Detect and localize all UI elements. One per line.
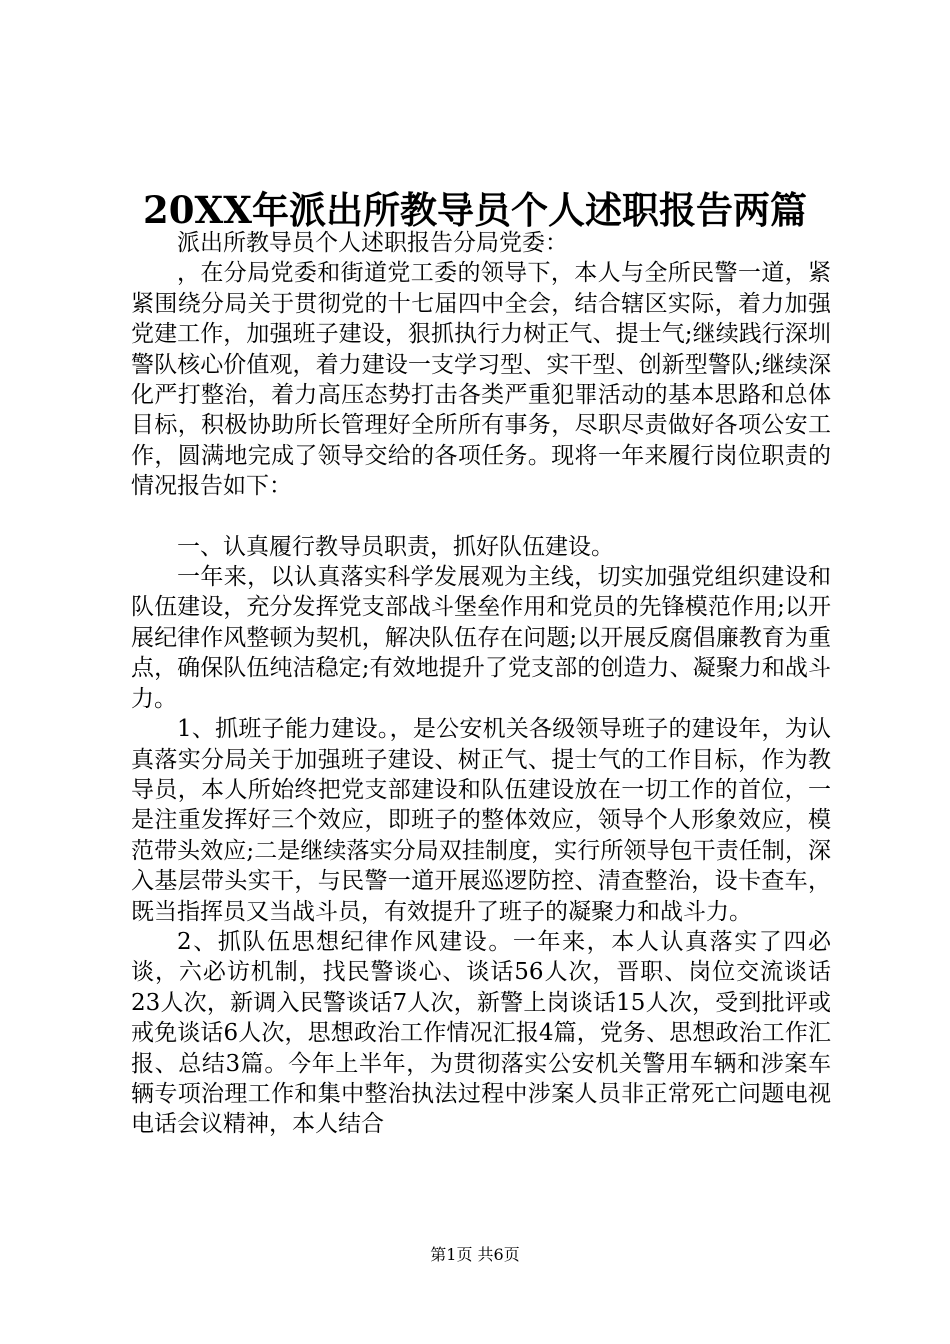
section-heading: 一、认真履行教导员职责，抓好队伍建设。	[177, 533, 614, 560]
intro-paragraph: ，在分局党委和街道党工委的领导下，本人与全所民警一道，紧紧围绕分局关于贯彻党的十七届四中全会，结合辖区实际，着力加强党建工作，加强班子建设，狠抓执行力树正气、提士气;继续践行深圳警队核心价值观，着力建设一支学习型、实干型、创新型警队;继续深化严打整治，着力高压态势打击各类严重犯罪活动的基本思路和总体目标，积极协助所长管理好全所所有事务，尽职尽责做好各项公安工作，圆满地完成了领导交给的各项任务。现将一年来履行岗位职责的情况报告如下：	[131, 260, 831, 500]
body-paragraph: 2、抓队伍思想纪律作风建设。一年来，本人认真落实了四必谈，六必访机制，找民警谈心、谈话56人次，晋职、岗位交流谈话23人次，新调入民警谈话7人次，新警上岗谈话15人次，受到批评或戒免谈话6人次，思想政治工作情况汇报4篇，党务、思想政治工作汇报、总结3篇。今年上半年，为贯彻落实公安机关警用车辆和涉案车辆专项治理工作和集中整治执法过程中涉案人员非正常死亡问题电视电话会议精神，本人结合	[131, 928, 831, 1138]
salutation-paragraph: 派出所教导员个人述职报告分局党委：	[177, 230, 568, 256]
body-paragraph: 1、抓班子能力建设。，是公安机关各级领导班子的建设年，为认真落实分局关于加强班子建设、树正气、提士气的工作目标，作为教导员，本人所始终把党支部建设和队伍建设放在一切工作的首位，一是注重发挥好三个效应，即班子的整体效应，领导个人形象效应，模范带头效应;二是继续落实分局双挂制度，实行所领导包干责任制，深入基层带头实干，与民警一道开展巡逻防控、清查整治，设卡查车，既当指挥员又当战斗员，有效提升了班子的凝聚力和战斗力。	[131, 716, 831, 925]
document-title: 20XX年派出所教导员个人述职报告两篇	[143, 188, 807, 232]
page-footer: 第1页 共6页	[430, 1245, 520, 1264]
body-paragraph: 一年来，以认真落实科学发展观为主线，切实加强党组织建设和队伍建设，充分发挥党支部战斗堡垒作用和党员的先锋模范作用;以开展纪律作风整顿为契机，解决队伍存在问题;以开展反腐倡廉教育为重点，确保队伍纯洁稳定;有效地提升了党支部的创造力、凝聚力和战斗力。	[131, 564, 831, 712]
document-body	[131, 228, 831, 1140]
